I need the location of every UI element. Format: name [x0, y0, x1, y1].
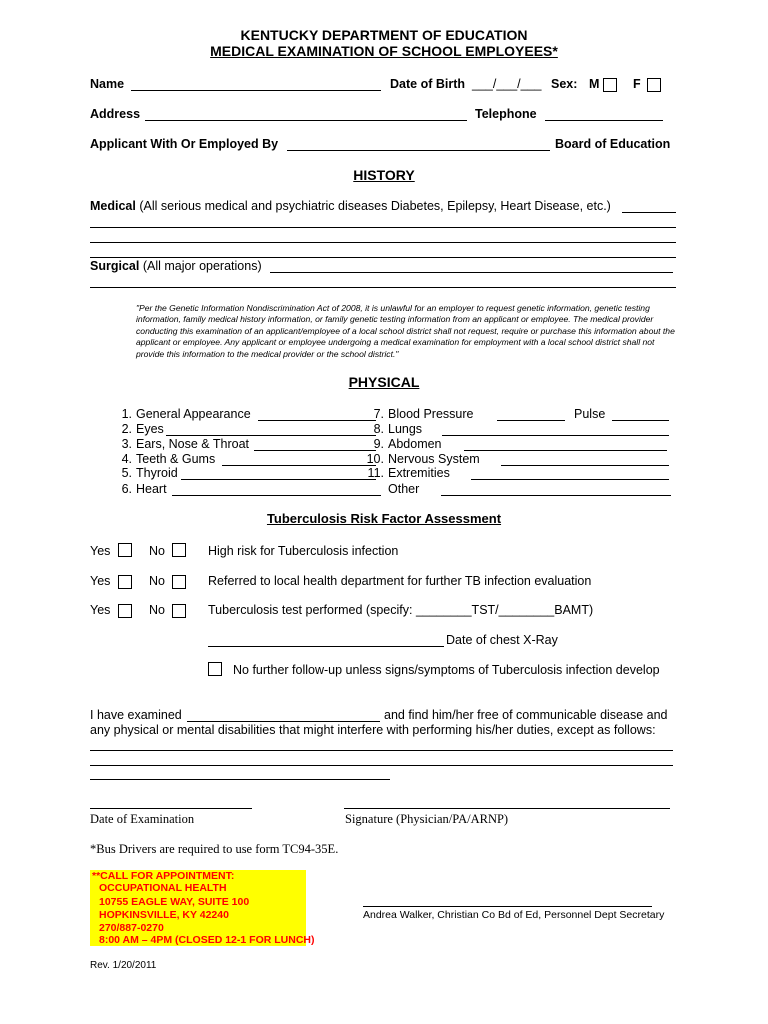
exam-item-abdomen: 9. Abdomen: [373, 437, 442, 451]
tb-q2-text: Referred to local health department for further TB infection evaluation: [208, 574, 592, 588]
physical-heading: PHYSICAL: [348, 374, 420, 390]
ears-nose-throat-field[interactable]: [254, 450, 376, 451]
appointment-hours: 8:00 AM – 4PM (CLOSED 12-1 FOR LUNCH): [99, 934, 315, 946]
thyroid-field[interactable]: [181, 479, 376, 480]
sex-label: Sex:: [551, 77, 578, 91]
sex-male-checkbox[interactable]: [603, 78, 617, 92]
secretary-signature-line: [363, 906, 652, 907]
exam-item-lungs: 8. Lungs: [373, 422, 423, 436]
exceptions-field-line-1[interactable]: [90, 750, 673, 751]
appointment-city: HOPKINSVILLE, KY 42240: [99, 909, 229, 921]
genetic-information-notice: "Per the Genetic Information Nondiscrimination Act of 2008, it is unlawful for an employer to request genetic information, genetic testing information, family medical history information, or family genetic testing information from an applicant or employee. The medical provider conducting this examination of an applicant/employee of a local school district shall not request, require or purchase this information about the applicant or employee. Any applicant or employee undergoing a medical examination for employment with a local school district shall not provide this information to the medical provider or the school district.": [136, 303, 675, 359]
name-label: Name: [90, 77, 125, 91]
revision-date: Rev. 1/20/2011: [90, 960, 157, 971]
tb-q1-no-label: No: [149, 544, 165, 558]
medical-field-line-3[interactable]: [90, 242, 676, 243]
exam-item-blood-pressure: 7. Blood Pressure: [373, 407, 474, 421]
employer-field[interactable]: [287, 150, 550, 151]
exam-item-eyes: 2. Eyes: [121, 422, 164, 436]
appointment-facility: OCCUPATIONAL HEALTH: [99, 882, 227, 894]
medical-field-line-4[interactable]: [90, 257, 676, 258]
other-field[interactable]: [441, 495, 671, 496]
name-field[interactable]: [131, 90, 381, 91]
exam-date-label: Date of Examination: [90, 812, 195, 826]
tb-q3-text: Tuberculosis test performed (specify: ________TST/________BAMT): [208, 603, 594, 617]
exceptions-field-line-2[interactable]: [90, 765, 673, 766]
medical-field[interactable]: [622, 212, 676, 213]
tb-q2-no-label: No: [149, 574, 165, 588]
tb-q2-yes-label: Yes: [90, 574, 111, 588]
surgical-field-line-2[interactable]: [90, 287, 676, 288]
address-label: Address: [90, 107, 141, 121]
dob-label: Date of Birth: [390, 77, 465, 91]
surgical-label: Surgical: [90, 259, 140, 273]
surgical-note: (All major operations): [142, 259, 262, 273]
appointment-street: 10755 EAGLE WAY, SUITE 100: [99, 896, 250, 908]
nervous-system-field[interactable]: [501, 465, 669, 466]
lungs-field[interactable]: [442, 435, 669, 436]
exam-item-thyroid: 5. Thyroid: [121, 466, 178, 480]
exam-date-field[interactable]: [90, 808, 252, 809]
tb-q1-text: High risk for Tuberculosis infection: [208, 544, 399, 558]
examined-suffix: and find him/her free of communicable disease and: [384, 708, 668, 722]
chest-xray-label: Date of chest X-Ray: [446, 633, 558, 647]
examined-prefix: I have examined: [90, 708, 182, 722]
blood-pressure-field[interactable]: [497, 420, 565, 421]
tb-q3-no-label: No: [149, 603, 165, 617]
tb-q3-yes-label: Yes: [90, 603, 111, 617]
tb-q1-no-checkbox[interactable]: [172, 543, 186, 557]
tb-q2-no-checkbox[interactable]: [172, 575, 186, 589]
sex-female-checkbox[interactable]: [647, 78, 661, 92]
extremities-field[interactable]: [471, 479, 669, 480]
telephone-field[interactable]: [545, 120, 663, 121]
medical-label: Medical: [90, 199, 136, 213]
secretary-name: Andrea Walker, Christian Co Bd of Ed, Personnel Dept Secretary: [363, 909, 665, 921]
exceptions-field-line-3[interactable]: [90, 779, 390, 780]
form-agency-title: KENTUCKY DEPARTMENT OF EDUCATION: [240, 27, 528, 43]
tb-q1-yes-label: Yes: [90, 544, 111, 558]
exam-item-teeth-gums: 4. Teeth & Gums: [121, 452, 216, 466]
dob-field[interactable]: ___/___/___: [472, 77, 542, 91]
address-field[interactable]: [145, 120, 467, 121]
abdomen-field[interactable]: [464, 450, 667, 451]
appointment-call-label: **CALL FOR APPOINTMENT:: [92, 870, 235, 882]
exam-item-general-appearance: 1. General Appearance: [121, 407, 251, 421]
general-appearance-field[interactable]: [258, 420, 376, 421]
sex-female-label: F: [633, 77, 641, 91]
exam-item-ears-nose-throat: 3. Ears, Nose & Throat: [121, 437, 250, 451]
medical-field-line-2[interactable]: [90, 227, 676, 228]
medical-history-label: [90, 199, 611, 213]
appointment-phone: 270/887-0270: [99, 922, 164, 934]
chest-xray-date-field[interactable]: [208, 646, 444, 647]
signature-label: Signature (Physician/PA/ARNP): [345, 812, 509, 826]
exam-item-heart: 6. Heart: [121, 482, 167, 496]
surgical-field[interactable]: [270, 272, 673, 273]
examinee-name-field[interactable]: [187, 721, 380, 722]
heart-field[interactable]: [172, 495, 381, 496]
telephone-label: Telephone: [475, 107, 537, 121]
history-heading: HISTORY: [353, 167, 415, 183]
examined-line-2: any physical or mental disabilities that might interfere with performing his/her duties, except as follows:: [90, 723, 656, 737]
tb-q3-no-checkbox[interactable]: [172, 604, 186, 618]
exam-item-other: Other: [388, 482, 420, 496]
eyes-field[interactable]: [166, 435, 376, 436]
medical-note: (All serious medical and psychiatric diseases Diabetes, Epilepsy, Heart Disease, etc.): [139, 199, 611, 213]
pulse-field[interactable]: [612, 420, 669, 421]
exam-item-extremities: 11. Extremities: [367, 466, 450, 480]
no-followup-text: No further follow-up unless signs/symptoms of Tuberculosis infection develop: [233, 663, 660, 677]
tb-q2-yes-checkbox[interactable]: [118, 575, 132, 589]
tb-q3-yes-checkbox[interactable]: [118, 604, 132, 618]
board-label: Board of Education: [555, 137, 671, 151]
surgical-history-label: [90, 259, 262, 273]
pulse-label: Pulse: [574, 407, 606, 421]
signature-field[interactable]: [344, 808, 670, 809]
applicant-label: Applicant With Or Employed By: [90, 137, 279, 151]
exam-item-nervous-system: 10. Nervous System: [366, 452, 480, 466]
bus-driver-note: *Bus Drivers are required to use form TC94-35E.: [90, 842, 339, 856]
form-title: MEDICAL EXAMINATION OF SCHOOL EMPLOYEES*: [210, 43, 558, 59]
teeth-gums-field[interactable]: [222, 465, 376, 466]
no-followup-checkbox[interactable]: [208, 662, 222, 676]
sex-male-label: M: [589, 77, 600, 91]
tb-heading: Tuberculosis Risk Factor Assessment: [266, 511, 502, 526]
tb-q1-yes-checkbox[interactable]: [118, 543, 132, 557]
